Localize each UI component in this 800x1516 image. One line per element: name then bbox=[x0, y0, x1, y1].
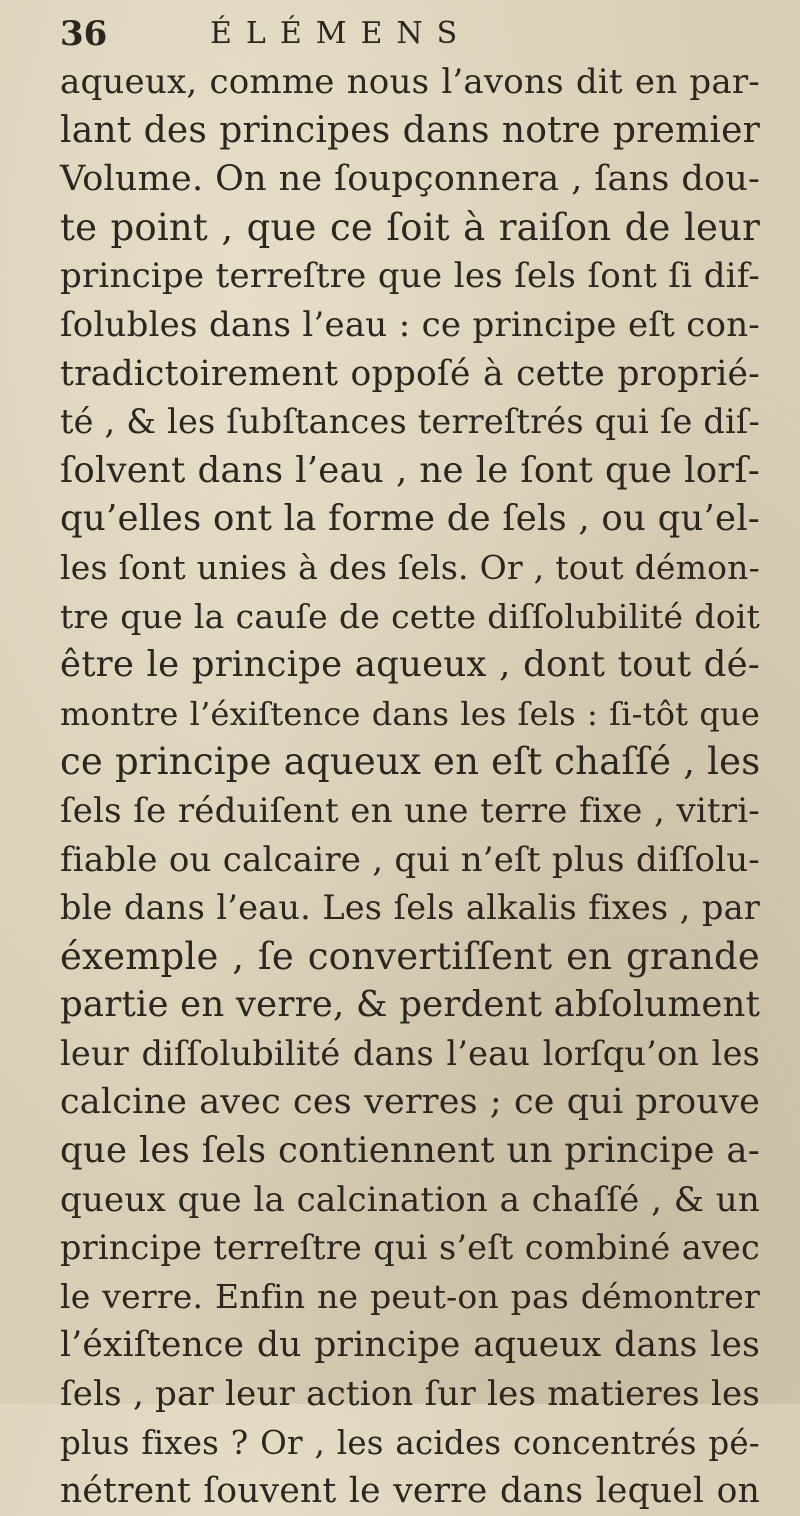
page-header bbox=[60, 10, 760, 58]
text-line: qu’elles ont la forme de ſels , ou qu’el- bbox=[60, 498, 760, 540]
text-line: ſels , par leur action ſur les matieres les bbox=[60, 1374, 760, 1415]
text-line: principe terreſtre qui s’eſt combiné avec bbox=[60, 1228, 760, 1268]
text-line: partie en verre, & perdent abſolument bbox=[60, 984, 761, 1026]
text-line: que les ſels contiennent un principe a- bbox=[60, 1130, 760, 1172]
text-line: calcine avec ces verres ; ce qui prouve bbox=[60, 1082, 760, 1123]
text-line: ſolubles dans l’eau : ce principe eſt con- bbox=[60, 304, 760, 345]
running-title: ÉLÉMENS bbox=[210, 16, 472, 51]
page-number: 36 bbox=[60, 14, 108, 54]
text-line: aqueux, comme nous l’avons dit en par- bbox=[60, 62, 760, 102]
text-line: le verre. Enfin ne peut-on pas démontrer bbox=[60, 1276, 760, 1316]
text-line: fiable ou calcaire , qui n’eſt plus diſſolu- bbox=[60, 839, 760, 880]
text-line: leur diſſolubilité dans l’eau lorſqu’on les bbox=[60, 1033, 760, 1073]
text-line: té , & les ſubſtances terreſtrés qui ſe diſ- bbox=[60, 402, 760, 442]
text-line: éxemple , ſe convertiſſent en grande bbox=[60, 934, 760, 978]
text-line: ſels ſe réduiſent en une terre fixe , vitri- bbox=[60, 790, 760, 831]
text-line: être le principe aqueux , dont tout dé- bbox=[60, 644, 760, 686]
text-line: montre l’éxiſtence dans les ſels : ſi-tôt que bbox=[60, 694, 760, 733]
text-line: tre que la cauſe de cette diſſolubilité doit bbox=[60, 596, 760, 636]
text-line: ble dans l’eau. Les ſels alkalis fixes , par bbox=[60, 888, 760, 928]
text-line: ce principe aqueux en eſt chaſſé , les bbox=[60, 740, 761, 784]
text-line: les ſont unies à des ſels. Or , tout démon- bbox=[60, 547, 760, 587]
text-line: ſolvent dans l’eau , ne le ſont que lorſ- bbox=[60, 449, 760, 491]
text-line: tradictoirement oppoſé à cette proprié- bbox=[60, 353, 760, 394]
text-line: nétrent ſouvent le verre dans lequel on bbox=[60, 1471, 760, 1512]
text-line: plus fixes ? Or , les acides concentrés pé- bbox=[60, 1423, 760, 1462]
text-line: Volume. On ne ſoupçonnera , ſans dou- bbox=[60, 159, 760, 200]
text-line: l’éxiſtence du principe aqueux dans les bbox=[60, 1325, 760, 1366]
text-line: lant des principes dans notre premier bbox=[60, 109, 760, 151]
text-line: queux que la calcination a chaſſé , & un bbox=[60, 1179, 760, 1220]
text-line: principe terreſtre que les ſels ſont ſi dif- bbox=[60, 256, 760, 297]
body-text bbox=[60, 58, 760, 1516]
text-line: te point , que ce ſoit à raiſon de leur bbox=[60, 205, 760, 249]
